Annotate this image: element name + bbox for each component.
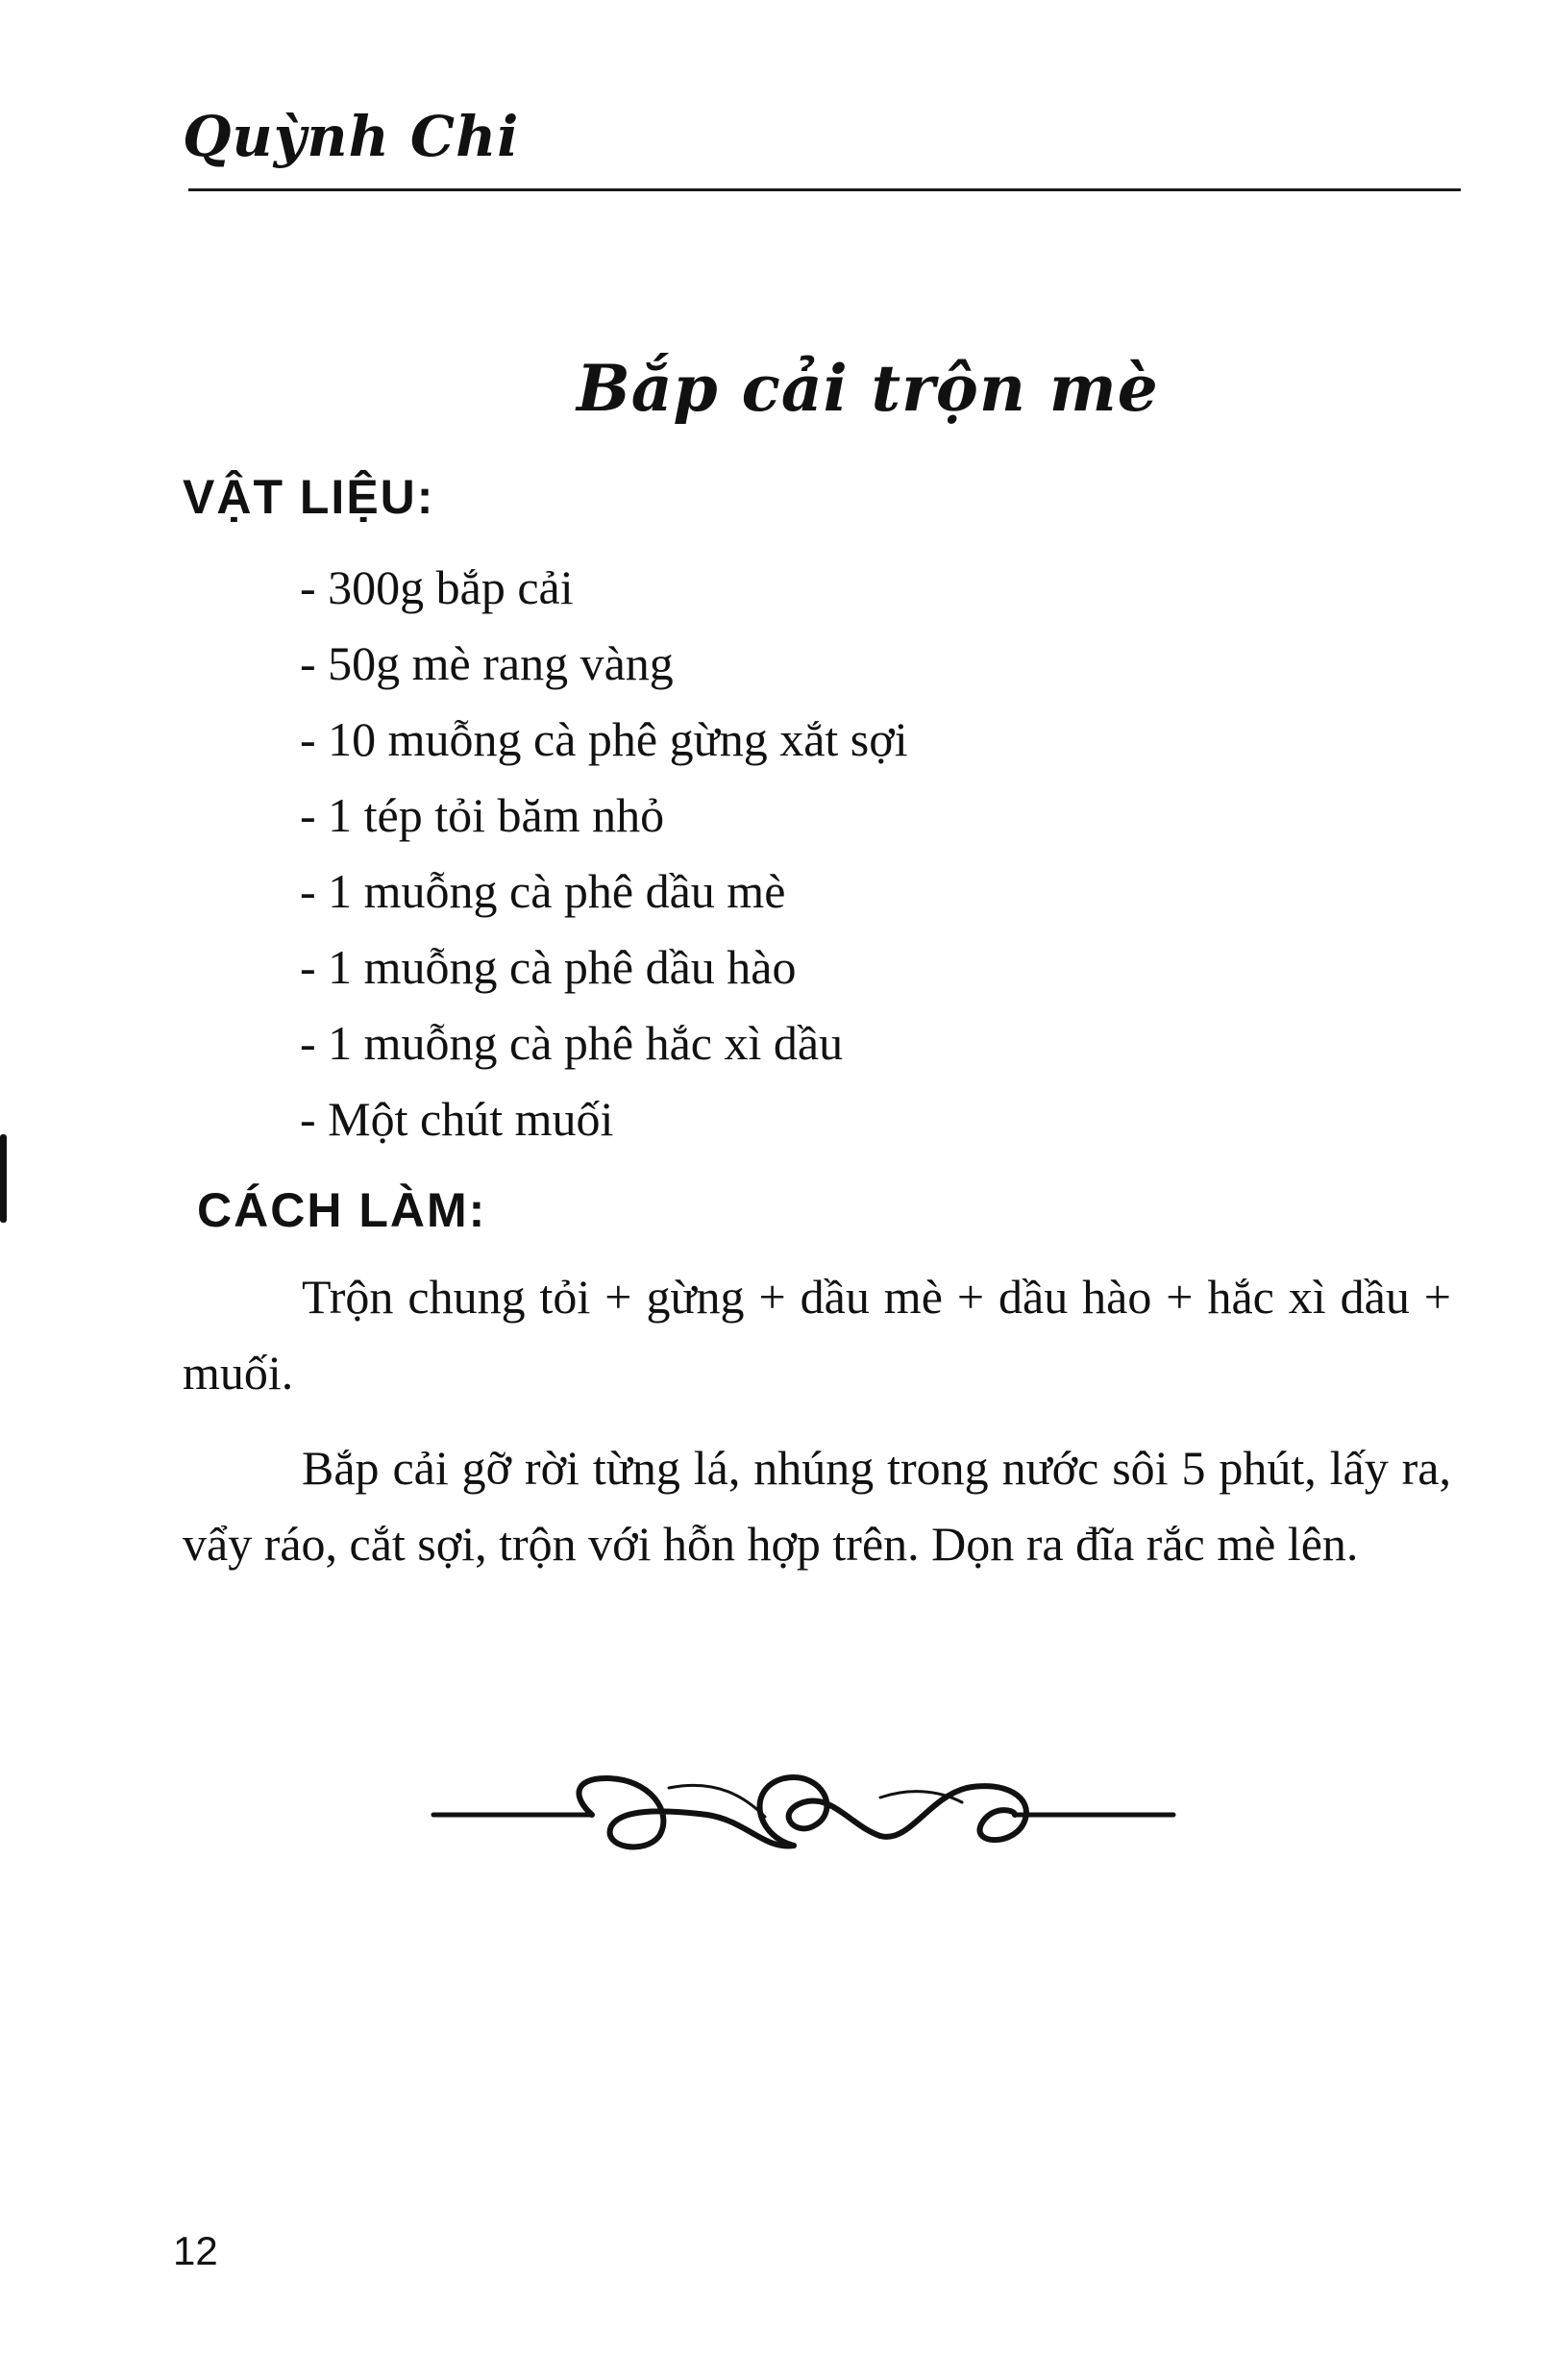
ingredient-item: - 1 tép tỏi băm nhỏ (300, 788, 665, 842)
binding-edge-mark (0, 1134, 7, 1223)
ingredients-list (300, 550, 908, 1157)
ingredient-item: - 10 muỗng cà phê gừng xắt sợi (300, 712, 908, 766)
header-rule (188, 188, 1461, 191)
method-text (183, 1259, 1451, 1601)
ingredients-heading: VẬT LIỆU: (183, 470, 435, 524)
flourish-ornament-divider (429, 1759, 1178, 1865)
method-paragraph: Trộn chung tỏi + gừng + dầu mè + dầu hào + hắc xì dầu + muối. (183, 1270, 1451, 1400)
recipe-title: Bắp cải trộn mè (577, 351, 1159, 426)
ingredient-item: - 1 muỗng cà phê dầu hào (300, 940, 797, 994)
ingredient-item: - 300g bắp cải (300, 560, 574, 614)
ingredient-item: - 1 muỗng cà phê dầu mè (300, 864, 786, 918)
ingredient-item: - 50g mè rang vàng (300, 636, 674, 690)
page-number: 12 (173, 2228, 218, 2273)
method-paragraph: Bắp cải gỡ rời từng lá, nhúng trong nước sôi 5 phút, lấy ra, vẩy ráo, cắt sợi, trộn với hỗn hợp trên. Dọn ra đĩa rắc mè lên. (183, 1441, 1451, 1571)
ingredient-item: - 1 muỗng cà phê hắc xì dầu (300, 1016, 844, 1070)
method-heading: CÁCH LÀM: (197, 1183, 487, 1237)
ingredient-item: - Một chút muối (300, 1092, 614, 1146)
running-header-author: Quỳnh Chi (183, 104, 520, 169)
